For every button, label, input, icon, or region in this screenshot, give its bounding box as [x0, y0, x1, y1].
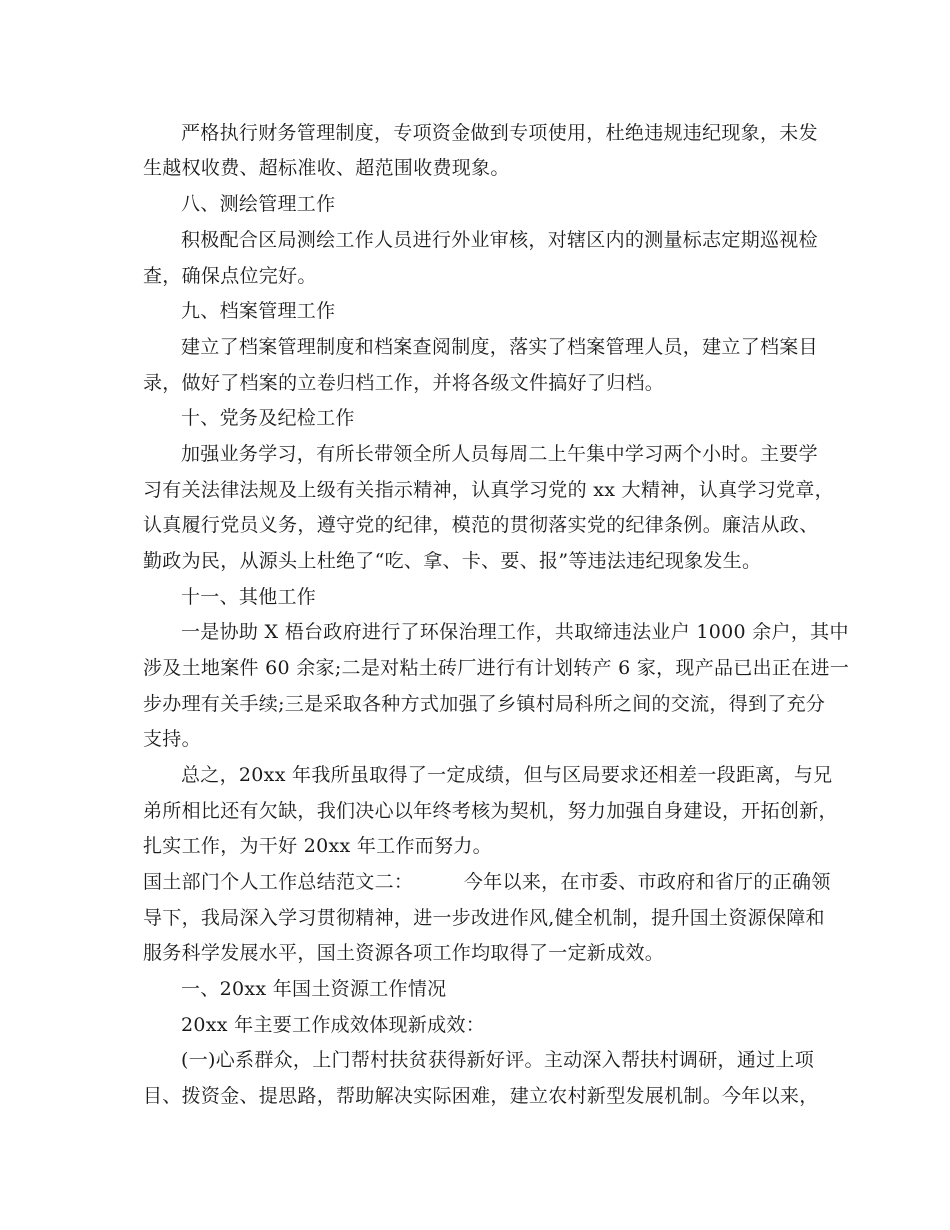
paragraph-line: 涉及土地案件 60 余家;二是对粘土砖厂进行有计划转产 6 家，现产品已出正在进一 [143, 657, 850, 679]
paragraph-line: 服务科学发展水平，国土资源各项工作均取得了一定新成效。 [143, 942, 665, 964]
paragraph-line: 扎实工作，为干好 20xx 年工作而努力。 [143, 835, 492, 857]
paragraph-line: 建立了档案管理制度和档案查阅制度，落实了档案管理人员，建立了档案目 [181, 336, 818, 358]
paragraph-line: 查，确保点位完好。 [143, 265, 317, 287]
paragraph-line: 生越权收费、超标准收、超范围收费现象。 [143, 157, 510, 179]
paragraph-line: 加强业务学习，有所长带领全所人员每周二上午集中学习两个小时。主要学 [181, 443, 818, 465]
paragraph-line: (一)心系群众，上门帮村扶贫获得新好评。主动深入帮扶村调研，通过上项 [181, 1049, 815, 1071]
paragraph-line: 目、拨资金、提思路，帮助解决实际困难，建立农村新型发展机制。今年以来， [143, 1085, 819, 1107]
paragraph-line: 一是协助 X 梧台政府进行了环保治理工作，共取缔违法业户 1000 余户，其中 [181, 621, 849, 643]
paragraph-line: 总之，20xx 年我所虽取得了一定成绩，但与区局要求还相差一段距离，与兄 [181, 764, 833, 786]
paragraph-line: 20xx 年主要工作成效体现新成效： [181, 1014, 486, 1036]
paragraph-line: 认真履行党员义务，遵守党的纪律，模范的贯彻落实党的纪律条例。廉洁从政、 [143, 514, 819, 536]
paragraph-line: 步办理有关手续;三是采取各种方式加强了乡镇村局科所之间的交流，得到了充分 [143, 693, 826, 715]
paragraph-line: 导下，我局深入学习贯彻精神，进一步改进作风,健全机制，提升国土资源保障和 [143, 907, 825, 929]
section-heading: 十、党务及纪检工作 [181, 407, 355, 429]
paragraph-line: 严格执行财务管理制度，专项资金做到专项使用，杜绝违规违纪现象，未发 [181, 122, 818, 144]
paragraph-line: 国土部门个人工作总结范文二： 今年以来，在市委、市政府和省厅的正确领 [143, 871, 831, 893]
paragraph-line: 积极配合区局测绘工作人员进行外业审核，对辖区内的测量标志定期巡视检 [181, 229, 818, 251]
paragraph-line: 勤政为民，从源头上杜绝了“吃、拿、卡、要、报”等违法违纪现象发生。 [143, 550, 762, 572]
paragraph-line: 支持。 [143, 728, 201, 750]
section-heading: 九、档案管理工作 [181, 300, 336, 322]
section-heading: 十一、其他工作 [181, 586, 317, 608]
paragraph-line: 习有关法律法规及上级有关指示精神，认真学习党的 xx 大精神，认真学习党章， [143, 479, 834, 501]
paragraph-line: 录，做好了档案的立卷归档工作，并将各级文件搞好了归档。 [143, 372, 665, 394]
paragraph-line: 弟所相比还有欠缺，我们决心以年终考核为契机，努力加强自身建设，开拓创新， [143, 800, 838, 822]
section-heading: 一、20xx 年国土资源工作情况 [181, 978, 447, 1000]
section-heading: 八、测绘管理工作 [181, 193, 336, 215]
